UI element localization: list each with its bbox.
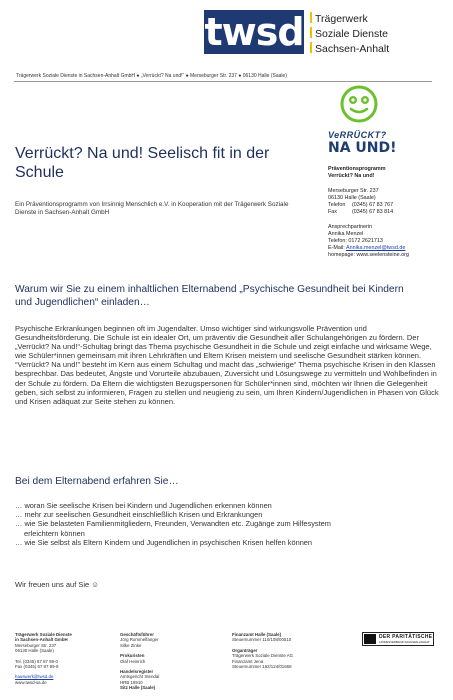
email-link[interactable]: Annika.menzel@twsd.de bbox=[345, 245, 406, 251]
footer-text: Organträger bbox=[232, 647, 258, 653]
footer-text: Finanzamt Jena bbox=[232, 658, 264, 664]
homepage: homepage: www.seelensteine.org bbox=[328, 252, 409, 258]
footer-text: Trägerwerk Soziale Dienste AG bbox=[232, 653, 294, 659]
phone-label: Telefon bbox=[328, 202, 346, 208]
logo-line-1: Trägerwerk bbox=[315, 13, 368, 25]
footer-text: Steuernummer 162/124/01668 bbox=[232, 664, 292, 670]
intro-text: Ein Präventionsprogramm von Irrsinnig Menschlich e.V. in Kooperation mit der Trägerwerk Soziale Dienste in Sachsen-Anhalt GmbH bbox=[15, 201, 289, 216]
bullet-list bbox=[15, 501, 440, 547]
phone-value: (0345) 67 83 767 bbox=[352, 202, 394, 208]
street: Merseburger Str. 237 bbox=[328, 188, 379, 194]
section-heading-learn: Bei dem Elternabend erfahren Sie… bbox=[15, 476, 179, 487]
footer-text: Jörg Rommelfanger bbox=[120, 637, 159, 643]
logo-line-2: Soziale Dienste bbox=[315, 28, 388, 40]
fax-row bbox=[328, 209, 393, 216]
closing-line: Wir freuen uns auf Sie ☺ bbox=[15, 580, 99, 589]
body-paragraph: Psychische Erkrankungen beginnen oft im Jugendalter. Umso wichtiger sind wirkungsvolle Prävention und Gesundheitsförderung. Die Schule ist ein idealer Ort, um präventiv die Gesundheit aller Schulangehörigen zu fördern. Der „Verrückt? Na und!“-Schultag bringt das Thema psychische Gesundheit in die Schule und zeigt einfache und wirksame Wege, wie Schüler*innen gemeinsam mit ihren Lehrkräften und Eltern Krisen meistern und seelische Gesundheit stärken können. “Verrückt? Na und!” besteht im Kern aus einem Schultag und macht das „schwierige“ Thema psychische Krisen in den Klassen besprechbar. Das bedeutet, Ängste und Vorurteile abzubauen, Zuversicht und Lösungswege zu vermitteln und Wohlbefinden in der Schule zu fördern. Da Eltern die wichtigsten Bezugspersonen für Schüler*innen sind, möchten wir Ihnen die Gelegenheit geben, sich selbst zu informieren, Fragen zu stellen und neugierig zu sein, um Ihren Kindern/Jugendlichen in Phasen von Glück und Krisen adäquat zur Seite stehen zu können. bbox=[15, 324, 439, 406]
sender-address-line: Trägerwerk Soziale Dienste in Sachsen-Anhalt GmbH ● „Verrückt? Na und!“ ● Merseburger Str. 237 ● 06130 Halle (Saale) bbox=[16, 73, 287, 79]
footer-text: Handelsregister bbox=[120, 669, 154, 675]
footer-text: Trägerwerk Soziale Dienste bbox=[15, 632, 72, 637]
program-label: Präventionsprogramm bbox=[328, 166, 386, 172]
smiley-logo-icon bbox=[340, 84, 378, 126]
footer-col-company bbox=[15, 632, 110, 685]
contact-name: Annika Menzel bbox=[328, 231, 364, 237]
list-item: … woran Sie seelische Krisen bei Kindern und Jugendlichen erkennen können bbox=[15, 501, 272, 510]
footer-text: Prokuristen bbox=[120, 653, 145, 659]
list-item: erleichtern können bbox=[24, 528, 85, 538]
footer-text: Steuernummer 110/108/00510 bbox=[232, 637, 292, 643]
page-title: Verrückt? Na und! Seelisch fit in der Schule bbox=[15, 145, 270, 181]
section-heading-why: Warum wir Sie zu einem inhaltlichen Elternabend „Psychische Gesundheit bei Kindern und Jugendlichen“ einladen… bbox=[15, 284, 404, 308]
brand-logo-top: VeRRÜCKT? bbox=[328, 130, 387, 140]
footer-email-link[interactable]: hauswerk@twsd.de bbox=[15, 674, 54, 680]
footer-website: www.twsd-sa.de bbox=[15, 679, 47, 685]
footer-col-tax bbox=[232, 632, 342, 669]
paritaet-mark-icon bbox=[364, 634, 376, 644]
email-label: E-Mail: bbox=[328, 245, 345, 251]
footer-text: Merseburger Str. 237 bbox=[15, 642, 57, 648]
logo-text bbox=[310, 12, 389, 57]
footer-col-management bbox=[120, 632, 210, 691]
footer-text: Silke Zinke bbox=[120, 642, 142, 648]
city: 06130 Halle (Saale) bbox=[328, 195, 376, 201]
footer-text: Tel. (0345) 67 87 99-0 bbox=[15, 658, 58, 664]
footer-text: Olaf Heinrich bbox=[120, 658, 146, 664]
footer-text: Sitz Halle (Saale) bbox=[120, 685, 156, 691]
paritaet-logo bbox=[362, 632, 434, 646]
divider bbox=[14, 81, 432, 82]
list-item: … wie Sie selbst als Eltern Kindern und Jugendlichen in psychischen Krisen helfen können bbox=[15, 537, 313, 547]
program-name: Verrückt? Na und! bbox=[328, 173, 375, 179]
logo-line-3: Sachsen-Anhalt bbox=[315, 43, 390, 55]
footer-text: in Sachsen-Anhalt GmbH bbox=[15, 637, 68, 643]
contact-heading: Ansprechpartnerin bbox=[328, 224, 373, 230]
twsd-logo: twsd bbox=[204, 10, 304, 54]
footer-text: Fax (0345) 67 87 99-9 bbox=[15, 664, 59, 670]
footer-text: Finanzamt Halle (Saale) bbox=[232, 632, 282, 637]
paritaet-line-2: LANDESVERBAND SACHSEN-ANHALT bbox=[379, 640, 430, 644]
footer-text: HRB 19910 bbox=[120, 679, 143, 685]
list-item: … mehr zur seelischen Gesundheit einschließlich Krisen und Erkrankungen bbox=[15, 510, 263, 520]
brand-logo-bottom: NA UND! bbox=[328, 140, 397, 156]
footer-text: Geschäftsführer bbox=[120, 632, 154, 637]
list-item: … wie Sie belasteten Familienmitgliedern, Freunden, Verwandten etc. Zugänge zum Hilfesystem bbox=[15, 519, 331, 529]
fax-value: (0345) 67 83 814 bbox=[352, 209, 394, 215]
fax-label: Fax bbox=[328, 209, 337, 215]
footer-text: Amtsgericht Stendal bbox=[120, 674, 160, 680]
contact-phone: Telefon: 0172 2621713 bbox=[328, 238, 383, 244]
paritaet-line-1: DER PARITÄTISCHE bbox=[379, 634, 433, 640]
footer-text: 06130 Halle (Saale) bbox=[15, 648, 54, 654]
